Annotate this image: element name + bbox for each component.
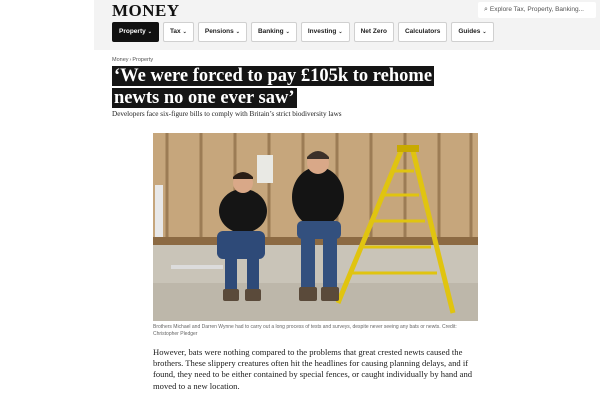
- nav-item-calculators[interactable]: Calculators: [398, 22, 447, 42]
- search-input[interactable]: [478, 2, 596, 18]
- chevron-down-icon: ⌄: [235, 29, 240, 35]
- article-body: However, bats were nothing compared to the problems that great crested newts caused the brothers. These slippery creatures often hit the headlines for causing planning delays, and if found, they need to be either contained by special fences, or caught individually by hand and moved to a new location.: [153, 347, 473, 391]
- chevron-down-icon: ⌄: [182, 29, 187, 35]
- breadcrumb-money[interactable]: Money: [112, 57, 129, 63]
- chevron-down-icon: ⌄: [285, 29, 290, 35]
- breadcrumb-property[interactable]: Property: [132, 57, 154, 63]
- breadcrumb: [112, 57, 153, 63]
- photo-caption: Brothers Michael and Darren Wynne had to carry out a long process of tests and surveys, despite never seeing any bats or newts. Credit: Christopher Pledger: [153, 324, 457, 337]
- left-margin: [0, 0, 94, 400]
- breadcrumb-separator: ›: [129, 57, 132, 63]
- headline-text: ‘We were forced to pay £105k to rehome newts no one ever saw’: [114, 66, 433, 108]
- site-header: [94, 0, 600, 50]
- site-logo[interactable]: MONEY: [112, 1, 180, 20]
- article-photo: [153, 133, 478, 321]
- nav-item-investing[interactable]: Investing ⌄: [301, 22, 350, 42]
- article-standfirst: Developers face six-figure bills to comply with Britain’s strict biodiversity laws: [112, 110, 342, 118]
- photo-illustration: [153, 133, 478, 321]
- nav-item-guides[interactable]: Guides ⌄: [451, 22, 493, 42]
- nav-item-pensions[interactable]: Pensions ⌄: [198, 22, 247, 42]
- nav-item-tax[interactable]: Tax ⌄: [163, 22, 194, 42]
- nav-item-property[interactable]: Property ⌄: [112, 22, 159, 42]
- nav-item-banking[interactable]: Banking ⌄: [251, 22, 297, 42]
- chevron-down-icon: ⌄: [338, 29, 343, 35]
- chevron-down-icon: ⌄: [482, 29, 487, 35]
- search-placeholder: Explore Tax, Property, Banking...: [489, 6, 584, 13]
- nav-item-net-zero[interactable]: Net Zero: [354, 22, 394, 42]
- search-icon: ⌕: [484, 6, 488, 13]
- article-headline: [112, 65, 472, 109]
- section-nav: [112, 22, 494, 42]
- chevron-down-icon: ⌄: [147, 29, 152, 35]
